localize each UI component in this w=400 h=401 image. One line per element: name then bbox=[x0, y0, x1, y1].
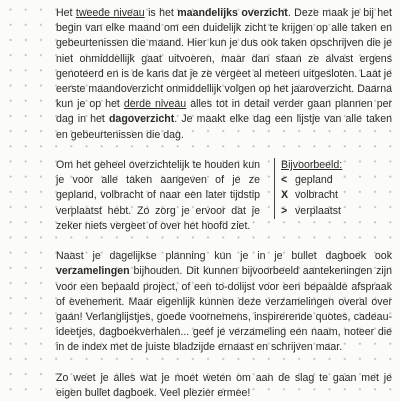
overview-row bbox=[56, 158, 392, 234]
paragraph-closing: Zo weet je alles wat je moet weten om aan de slag te gaan met je eigen bullet dagboek. Veel plezier ermee! bbox=[56, 371, 392, 400]
page-content bbox=[56, 6, 392, 401]
legend-label: volbracht bbox=[295, 189, 338, 202]
paragraph-levels bbox=[56, 6, 392, 143]
legend-symbol: < bbox=[281, 174, 288, 187]
legend-item bbox=[281, 188, 391, 203]
text-span: . Deze maak je bij het begin van elke maand om een duidelijk zicht te krijgen op alle taken en gebeurtenissen die maand. Hier kun je dus ook taken opschrijven die je niet onmiddellijk gaat uitvoeren, maar dan staan ze alvast ergens genoteerd en is de kans dat je ze vergeet al meteen uitgesloten. Laat je eerste maandoverzicht onmiddellijk volgen op het jaaroverzicht. Daarna kun je op het bbox=[56, 7, 392, 111]
underlined-term-second-level: tweede niveau bbox=[75, 7, 145, 19]
paragraph-overview: Om het geheel overzichtelijk te houden kun je voor alle taken aangeven of je ze gepland, volbracht of naar een later tijdstip verplaatst hebt. Zo zorg je ervoor dat je zeker niets vergeet of over het hoofd ziet. bbox=[56, 159, 260, 232]
legend-symbol: X bbox=[281, 189, 289, 202]
text-span: is het bbox=[144, 7, 178, 19]
bold-term-daily-overview: dagoverzicht bbox=[108, 113, 175, 126]
legend-item bbox=[281, 204, 391, 219]
legend-box bbox=[274, 158, 391, 219]
bold-term-monthly-overview: maandelijks overzicht bbox=[177, 7, 288, 19]
legend-title: Bijvoorbeeld: bbox=[281, 159, 343, 172]
text-span: Het bbox=[56, 7, 76, 19]
legend-label: gepland bbox=[295, 174, 333, 187]
bold-term-collections: verzamelingen bbox=[56, 265, 130, 278]
legend-label: verplaatst bbox=[295, 204, 341, 217]
text-span: bijhouden. Dit kunnen bijvoorbeeld aantekeningen zijn voor een bepaald project, of een to-dolijst voor een bepaalde afspraak of evenement. Maar eigenlijk kunnen deze verzamelingen overal over gaan! Verlanglijstjes, goede voornemens, inspirerende quotes, cadeau-ideetjes, dagboekverhalen... geef je verzameling een naam, noteer die in de index met de juiste bladzijde ernaast en schrijven maar. bbox=[56, 265, 392, 354]
text-span: alles tot in detail verder gaan plannen per dag in het bbox=[56, 98, 393, 126]
text-span: Naast je dagelijkse planning kun je in je bullet dagboek ook bbox=[56, 250, 392, 263]
legend-symbol: > bbox=[281, 204, 288, 217]
paragraph-collections bbox=[56, 249, 392, 355]
legend-item bbox=[281, 173, 391, 188]
text-span: . Je maakt elke dag een lijstje van alle taken en gebeurtenissen die dag. bbox=[56, 113, 392, 141]
underlined-term-third-level: derde niveau bbox=[123, 98, 187, 111]
